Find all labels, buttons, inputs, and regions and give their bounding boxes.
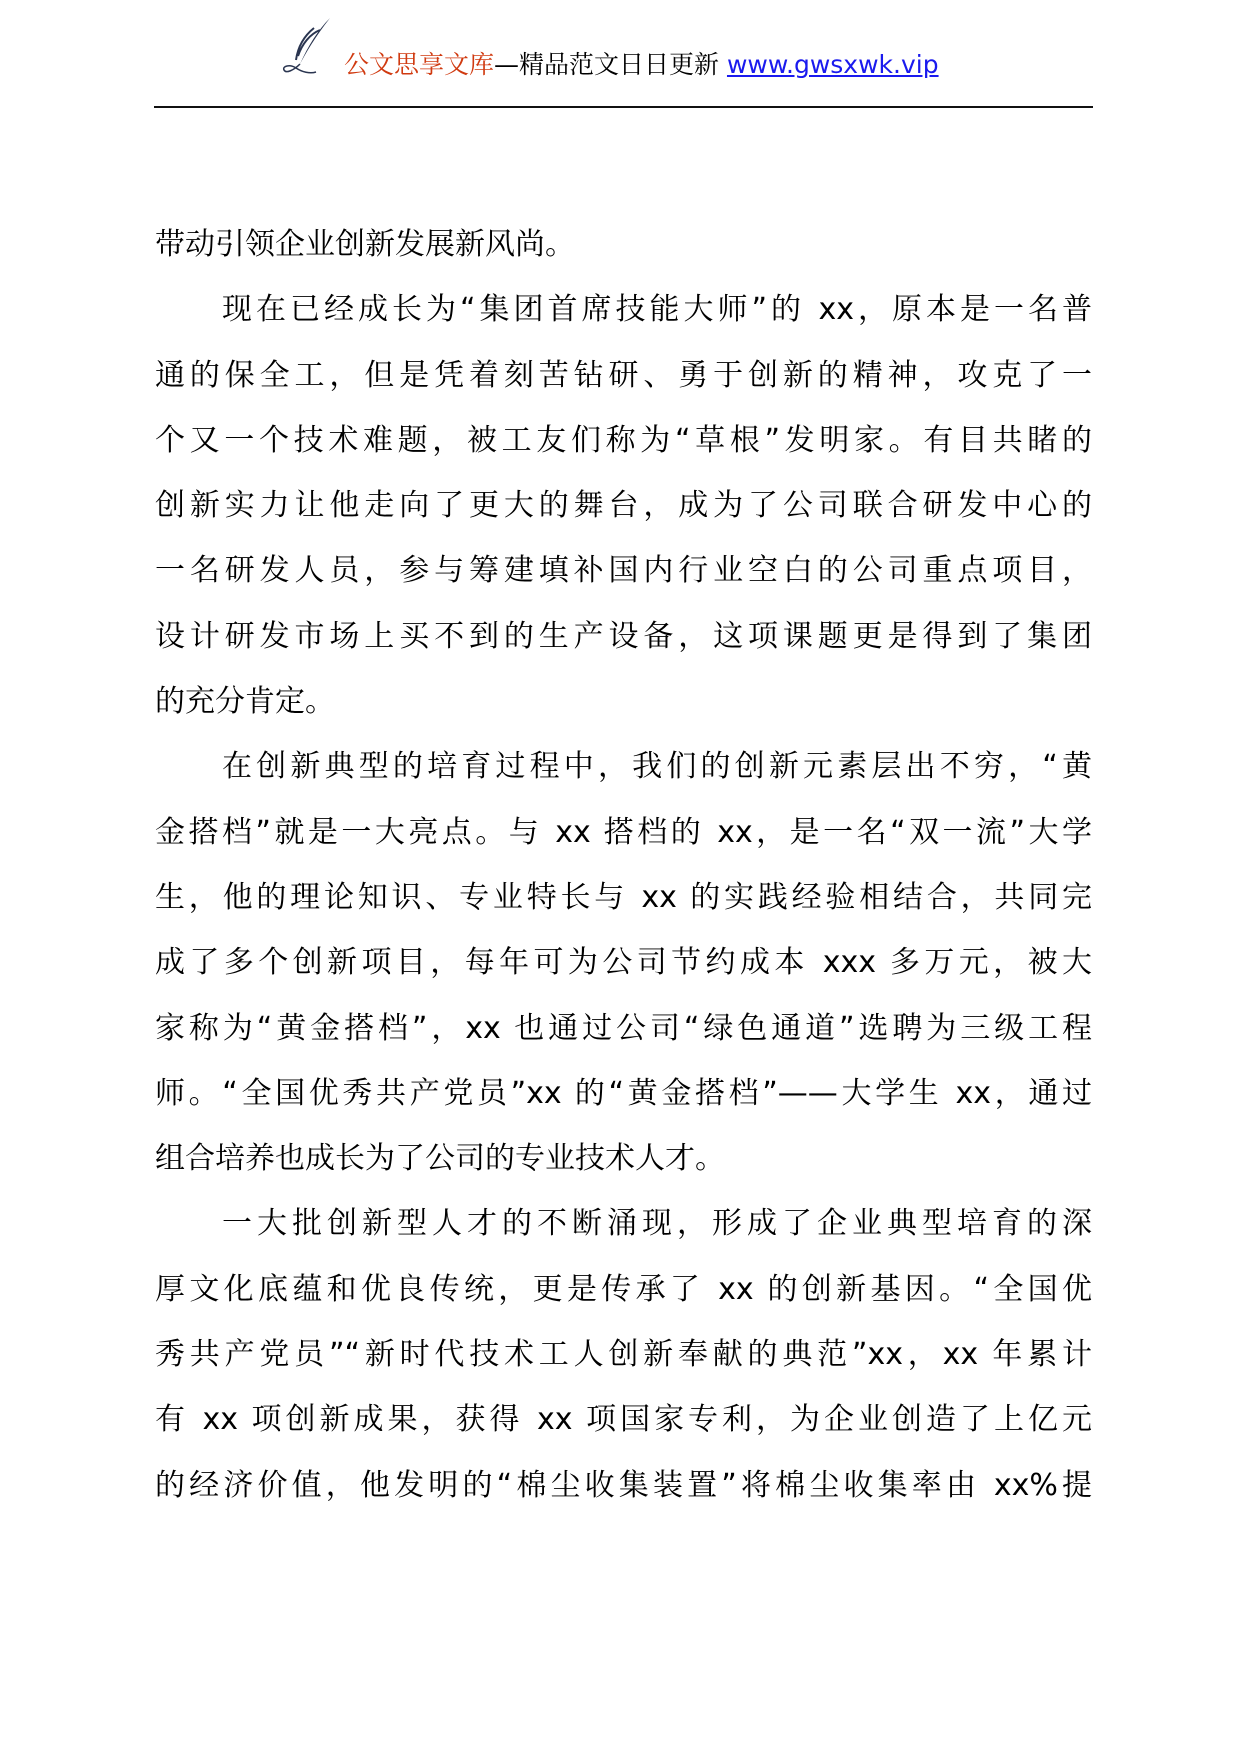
text-line: 有 xx 项创新成果，获得 xx 项国家专利，为企业创造了上亿元 (155, 1402, 1092, 1438)
quill-logo-icon (280, 16, 340, 78)
text-line: 厚文化底蕴和优良传统，更是传承了 xx 的创新基因。“全国优 (155, 1271, 1092, 1307)
text-line: 师。“全国优秀共产党员”xx 的“黄金搭档”——大学生 xx，通过 (155, 1075, 1092, 1111)
text-line: 一名研发人员，参与筹建填补国内行业空白的公司重点项目， (155, 553, 1092, 589)
text-line: 在创新典型的培育过程中，我们的创新元素层出不穷，“黄 (222, 749, 1092, 785)
text-line: 组合培养也成长为了公司的专业技术人才。 (155, 1141, 725, 1177)
text-line: 家称为“黄金搭档”，xx 也通过公司“绿色通道”选聘为三级工程 (155, 1010, 1092, 1046)
brand-name: 公文思享文库 (344, 50, 495, 79)
text-line: 的经济价值，他发明的“棉尘收集装置”将棉尘收集率由 xx%提 (155, 1467, 1092, 1503)
page-header (0, 14, 1240, 84)
document-body (155, 212, 1092, 1518)
text-line: 现在已经成长为“集团首席技能大师”的 xx，原本是一名普 (222, 292, 1092, 328)
text-line: 设计研发市场上买不到的生产设备，这项课题更是得到了集团 (155, 618, 1092, 654)
site-link[interactable]: www.gwsxwk.vip (726, 50, 939, 79)
text-line: 通的保全工，但是凭着刻苦钻研、勇于创新的精神，攻克了一 (155, 357, 1092, 393)
header-text (344, 50, 939, 80)
text-line: 成了多个创新项目，每年可为公司节约成本 xxx 多万元，被大 (155, 945, 1092, 981)
text-line: 带动引领企业创新发展新风尚。 (155, 227, 575, 262)
text-line: 金搭档”就是一大亮点。与 xx 搭档的 xx，是一名“双一流”大学 (155, 814, 1092, 850)
text-line: 创新实力让他走向了更大的舞台，成为了公司联合研发中心的 (155, 488, 1092, 524)
text-line: 个又一个技术难题，被工友们称为“草根”发明家。有目共睹的 (155, 422, 1092, 458)
header-divider (154, 106, 1093, 108)
text-line: 的充分肯定。 (155, 684, 335, 720)
text-line: 秀共产党员”“新时代技术工人创新奉献的典范”xx，xx 年累计 (155, 1337, 1092, 1373)
header-tagline: —精品范文日日更新 (494, 50, 727, 79)
text-line: 一大批创新型人才的不断涌现，形成了企业典型培育的深 (222, 1206, 1092, 1242)
text-line: 生，他的理论知识、专业特长与 xx 的实践经验相结合，共同完 (155, 879, 1092, 915)
